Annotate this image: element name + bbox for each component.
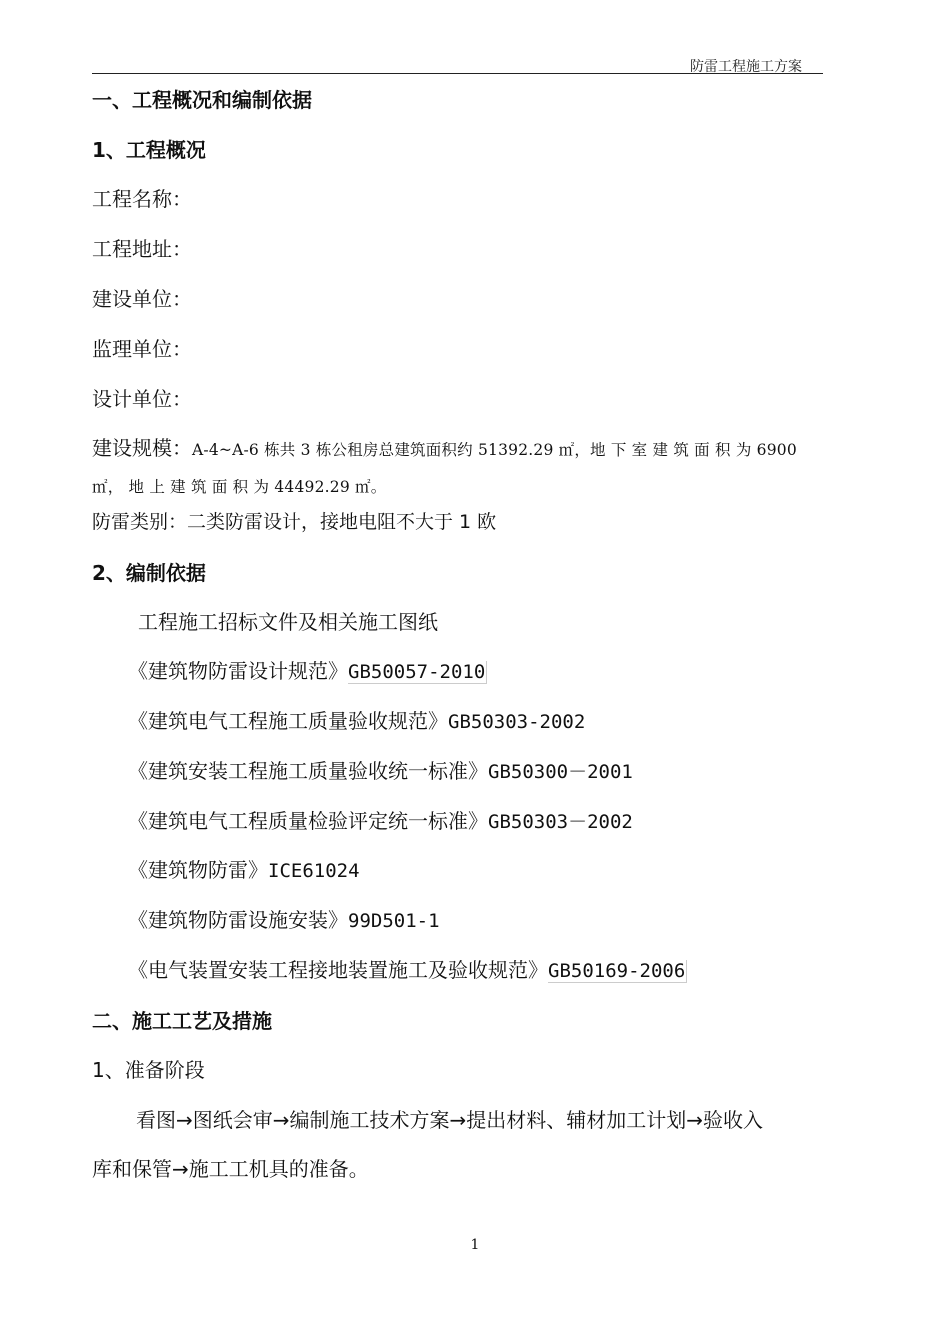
reference-code: GB50169-2006 (548, 960, 686, 982)
construction-scale (92, 432, 797, 461)
reference-title: 《电气装置安装工程接地装置施工及验收规范》 (128, 958, 548, 982)
reference-item (128, 705, 585, 734)
reference-item (128, 854, 360, 883)
step-1-text-line1: 看图→图纸会审→编制施工技术方案→提出材料、辅材加工计划→验收入 (136, 1108, 764, 1132)
reference-code: GB50057-2010 (348, 661, 486, 683)
header-title: 防雷工程施工方案 (690, 59, 802, 75)
reference-code: GB50303-2002 (448, 711, 586, 733)
reference-code: 99D501-1 (348, 910, 440, 932)
reference-code: GB50303－2002 (488, 811, 633, 833)
field-project-address: 工程地址： (92, 237, 192, 261)
construction-scale-label: 建设规模： (92, 436, 192, 460)
section-1-heading: 一、工程概况和编制依据 (92, 88, 312, 112)
subsection-2-heading: 2、编制依据 (92, 561, 206, 585)
reference-code: GB50300－2001 (488, 761, 633, 783)
field-supervision-unit: 监理单位： (92, 337, 192, 361)
reference-title: 《建筑物防雷设计规范》 (128, 659, 348, 683)
reference-item (128, 904, 440, 933)
construction-scale-line2: ㎡， 地 上 建 筑 面 积 为 44492.29 ㎡。 (92, 478, 387, 496)
step-1-text-line2: 库和保管→施工工机具的准备。 (92, 1157, 369, 1181)
construction-scale-line1: A-4~A-6 栋共 3 栋公租房总建筑面积约 51392.29 ㎡，地 下 室 建 筑 面 积 为 6900 (192, 441, 797, 459)
reference-title: 《建筑物防雷》 (128, 858, 268, 882)
reference-item (128, 954, 687, 983)
reference-title: 《建筑安装工程施工质量验收统一标准》 (128, 759, 488, 783)
reference-title: 《建筑电气工程施工质量验收规范》 (128, 709, 448, 733)
reference-item (128, 655, 487, 684)
lightning-class: 防雷类别：二类防雷设计，接地电阻不大于 1 欧 (92, 511, 497, 533)
header-rule (92, 73, 823, 74)
reference-item (128, 805, 633, 834)
subsection-1-heading: 1、工程概况 (92, 138, 206, 162)
reference-title: 《建筑电气工程质量检验评定统一标准》 (128, 809, 488, 833)
field-design-unit: 设计单位： (92, 387, 192, 411)
reference-code: ICE61024 (268, 860, 360, 882)
reference-title: 《建筑物防雷设施安装》 (128, 908, 348, 932)
field-project-name: 工程名称： (92, 187, 192, 211)
field-construction-unit: 建设单位： (92, 287, 192, 311)
basis-intro: 工程施工招标文件及相关施工图纸 (138, 610, 438, 634)
step-1-heading: 1、准备阶段 (92, 1058, 205, 1082)
section-2-heading: 二、施工工艺及措施 (92, 1009, 272, 1033)
reference-item (128, 755, 633, 784)
page-number: 1 (470, 1237, 480, 1253)
